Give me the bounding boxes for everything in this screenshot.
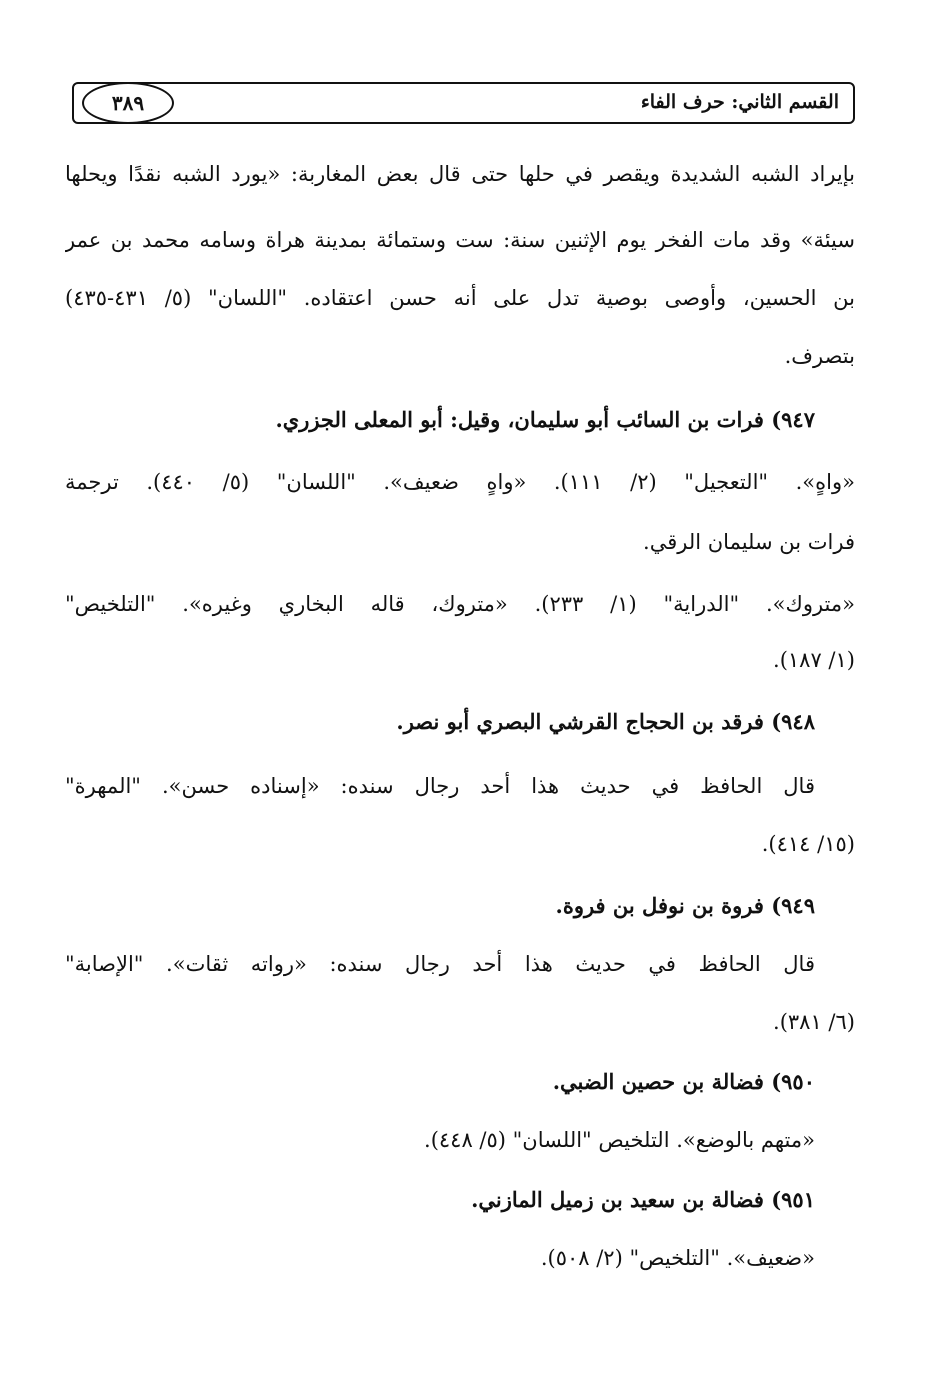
text-line: بإيراد الشبه الشديدة ويقصر في حلها حتى قال بعض المغاربة: «يورد الشبه نقدًا ويحلها — [65, 162, 855, 186]
running-header — [72, 82, 855, 124]
page-number: ٣٨٩ — [82, 82, 174, 124]
text-line: بن الحسين، وأوصى بوصية تدل على أنه حسن اعتقاده. "اللسان" (٥/ ٤٣١-٤٣٥) — [65, 286, 855, 310]
entry-title: ٩٥١) فضالة بن سعيد بن زميل المازني. — [471, 1187, 815, 1212]
text-line: فرات بن سليمان الرقي. — [643, 530, 855, 554]
text-line: (١/ ١٨٧). — [773, 648, 855, 672]
text-line: «ضعيف». "التلخيص" (٢/ ٥٠٨). — [540, 1246, 815, 1270]
text-line: (٦/ ٣٨١). — [773, 1010, 855, 1034]
text-line: «واهٍ». "التعجيل" (٢/ ١١١). «واهٍ ضعيف». "اللسان" (٥/ ٤٤٠). ترجمة — [65, 470, 855, 494]
text-line: قال الحافظ في حديث هذا أحد رجال سنده: «رواته ثقات». "الإصابة" — [65, 952, 815, 976]
entry-title: ٩٤٨) فرقد بن الحجاج القرشي البصري أبو نصر. — [396, 709, 815, 734]
text-line: «متروك». "الدراية" (١/ ٢٣٣). «متروك، قاله البخاري وغيره». "التلخيص" — [65, 592, 855, 616]
text-line: بتصرف. — [784, 344, 855, 368]
text-line: قال الحافظ في حديث هذا أحد رجال سنده: «إسناده حسن». "المهرة" — [65, 774, 815, 798]
text-line: «متهم بالوضع». التلخيص "اللسان" (٥/ ٤٤٨). — [424, 1128, 815, 1152]
section-title: القسم الثاني: حرف الفاء — [640, 91, 839, 113]
text-line: (١٥/ ٤١٤). — [761, 832, 855, 856]
entry-title: ٩٤٧) فرات بن السائب أبو سليمان، وقيل: أبو المعلى الجزري. — [275, 407, 815, 432]
entry-title: ٩٥٠) فضالة بن حصين الضبي. — [552, 1069, 815, 1094]
entry-title: ٩٤٩) فروة بن نوفل بن فروة. — [555, 893, 815, 918]
text-line: سيئة» وقد مات الفخر يوم الإثنين سنة: ست وستمائة بمدينة هراة وسامه محمد بن عمر — [65, 228, 855, 252]
